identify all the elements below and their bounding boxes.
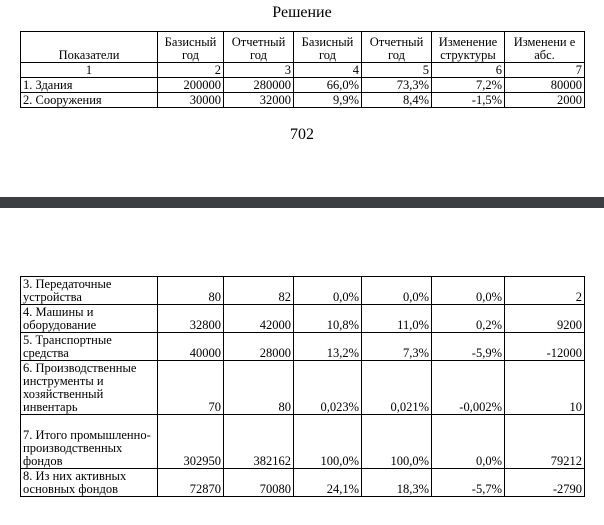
column-number: 7 (505, 63, 585, 78)
row-label: 3. Передаточные устройства (21, 277, 158, 305)
column-number: 1 (21, 63, 158, 78)
table-cell: 32800 (158, 305, 224, 333)
table-header-row (21, 32, 585, 63)
row-label: 4. Машины и оборудование (21, 305, 158, 333)
table-cell: -2790 (505, 469, 585, 497)
table-cell: 0,0% (294, 277, 362, 305)
table-cell: 10 (505, 361, 585, 415)
table-cell: 28000 (224, 333, 294, 361)
row-label: 1. Здания (21, 78, 158, 93)
table-row (21, 93, 585, 108)
table-cell: 40000 (158, 333, 224, 361)
row-label: 5. Транспортные средства (21, 333, 158, 361)
table-cell: 70 (158, 361, 224, 415)
table-cell: 0,021% (362, 361, 432, 415)
table-row (21, 305, 585, 333)
table-row (21, 277, 585, 305)
table-cell: 2000 (505, 93, 585, 108)
column-number: 6 (432, 63, 505, 78)
column-number: 4 (294, 63, 362, 78)
header-report-year-abs: Отчетный год (224, 32, 294, 63)
table-cell: 0,2% (432, 305, 505, 333)
table-cell: 79212 (505, 415, 585, 469)
table-cell: -0,002% (432, 361, 505, 415)
page-break-bar (0, 197, 604, 208)
table-row (21, 469, 585, 497)
page-number: 702 (290, 126, 314, 143)
table-cell: 80 (224, 361, 294, 415)
table-cell: 70080 (224, 469, 294, 497)
table-cell: 11,0% (362, 305, 432, 333)
table-cell: 9200 (505, 305, 585, 333)
table-cell: 18,3% (362, 469, 432, 497)
fixed-assets-table-part1 (20, 31, 585, 108)
table-cell: 200000 (158, 78, 224, 93)
header-base-year-abs: Базисный год (158, 32, 224, 63)
header-abs-change: Изменени е абс. (505, 32, 585, 63)
table-cell: 382162 (224, 415, 294, 469)
row-label: 2. Сооружения (21, 93, 158, 108)
header-indicators: Показатели (21, 32, 158, 63)
column-number: 2 (158, 63, 224, 78)
table-row (21, 333, 585, 361)
table-cell: 0,023% (294, 361, 362, 415)
table-cell: 0,0% (432, 277, 505, 305)
row-label: 7. Итого промышленно-производственных фондов (21, 415, 158, 469)
row-label: 8. Из них активных основных фондов (21, 469, 158, 497)
table-cell: -5,7% (432, 469, 505, 497)
table-cell: 24,1% (294, 469, 362, 497)
table-cell: 2 (505, 277, 585, 305)
column-number: 5 (362, 63, 432, 78)
table-cell: -12000 (505, 333, 585, 361)
header-report-year-share: Отчетный год (362, 32, 432, 63)
table-cell: 30000 (158, 93, 224, 108)
table-cell: 80 (158, 277, 224, 305)
table-cell: -1,5% (432, 93, 505, 108)
table-cell: 8,4% (362, 93, 432, 108)
fixed-assets-table-part2 (20, 276, 585, 497)
table-cell: 100,0% (294, 415, 362, 469)
page-title: Решение (272, 4, 332, 21)
table-cell: 7,2% (432, 78, 505, 93)
header-structure-change: Изменение структуры (432, 32, 505, 63)
table-row (21, 78, 585, 93)
column-number-row (21, 63, 585, 78)
table-cell: 42000 (224, 305, 294, 333)
table-cell: 13,2% (294, 333, 362, 361)
table-cell: 32000 (224, 93, 294, 108)
table-cell: 72870 (158, 469, 224, 497)
table-cell: 280000 (224, 78, 294, 93)
table-cell: 302950 (158, 415, 224, 469)
table-row (21, 361, 585, 415)
table-cell: 7,3% (362, 333, 432, 361)
column-number: 3 (224, 63, 294, 78)
table-cell: 10,8% (294, 305, 362, 333)
header-base-year-share: Базисный год (294, 32, 362, 63)
table-cell: 73,3% (362, 78, 432, 93)
table-cell: 0,0% (432, 415, 505, 469)
table-cell: 66,0% (294, 78, 362, 93)
row-label: 6. Производственные инструменты и хозяйственный инвентарь (21, 361, 158, 415)
table-cell: 100,0% (362, 415, 432, 469)
table-cell: 9,9% (294, 93, 362, 108)
table-cell: 0,0% (362, 277, 432, 305)
table-row (21, 415, 585, 469)
table-cell: -5,9% (432, 333, 505, 361)
table-cell: 80000 (505, 78, 585, 93)
table-cell: 82 (224, 277, 294, 305)
